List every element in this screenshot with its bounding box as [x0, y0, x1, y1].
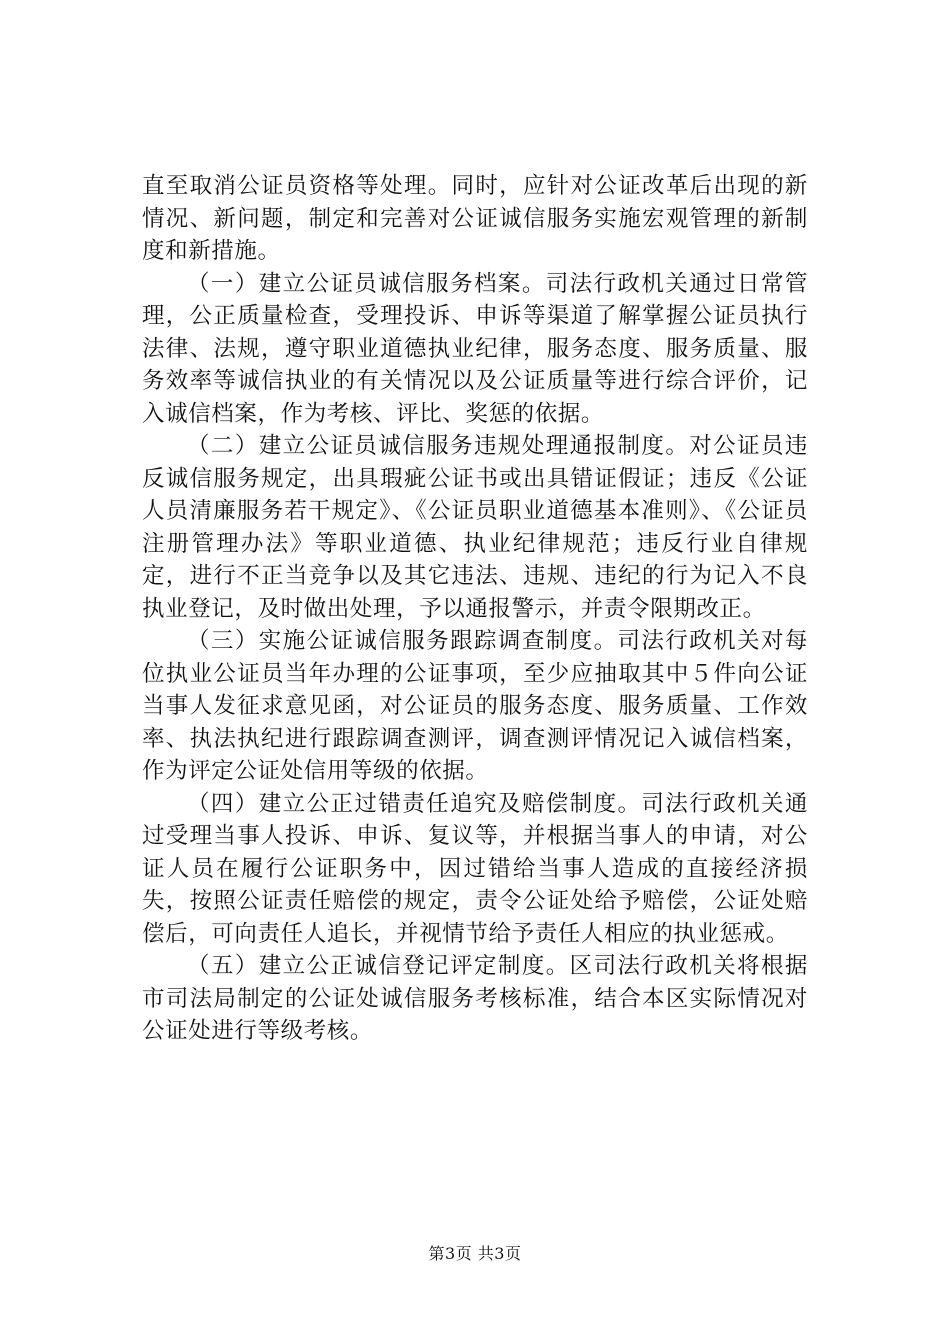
paragraph-section-4: （四）建立公正过错责任追究及赔偿制度。司法行政机关通过受理当事人投诉、申诉、复议等，并根据当事人的申请，对公证人员在履行公证职务中，因过错给当事人造成的直接经济损失，按照公证责任赔偿的规定，责令公证处给予赔偿，公证处赔偿后，可向责任人追长，并视情节给予责任人相应的执业惩戒。: [142, 790, 808, 947]
paragraph-section-1: （一）建立公证员诚信服务档案。司法行政机关通过日常管理，公正质量检查，受理投诉、申诉等渠道了解掌握公证员执行法律、法规，遵守职业道德执业纪律，服务态度、服务质量、服务效率等诚信执业的有关情况以及公证质量等进行综合评价，记入诚信档案，作为考核、评比、奖惩的依据。: [142, 270, 808, 427]
paragraph-continuation: 直至取消公证员资格等处理。同时，应针对公证改革后出现的新情况、新问题，制定和完善对公证诚信服务实施宏观管理的新制度和新措施。: [142, 173, 808, 264]
document-body: [142, 170, 808, 1048]
paragraph-section-3: （三）实施公证诚信服务跟踪调查制度。司法行政机关对每位执业公证员当年办理的公证事项，至少应抽取其中５件向公证当事人发征求意见函，对公证员的服务态度、服务质量、工作效率、执法执纪进行跟踪调查测评，调查测评情况记入诚信档案，作为评定公证处信用等级的依据。: [142, 628, 808, 784]
paragraph-section-2: （二）建立公证员诚信服务违规处理通报制度。对公证员违反诚信服务规定，出具瑕疵公证书或出具错证假证；违反《公证人员清廉服务若干规定》、《公证员职业道德基本准则》、《公证员注册管理办法》等职业道德、执业纪律规范；违反行业自律规定，进行不正当竞争以及其它违法、违规、违纪的行为记入不良执业登记，及时做出处理，予以通报警示，并责令限期改正。: [142, 433, 808, 622]
paragraph-section-5: （五）建立公正诚信登记评定制度。区司法行政机关将根据市司法局制定的公证处诚信服务考核标准，结合本区实际情况对公证处进行等级考核。: [142, 953, 808, 1044]
page-footer: [0, 1244, 950, 1264]
page-number-label: 第3页 共3页: [428, 1244, 522, 1263]
